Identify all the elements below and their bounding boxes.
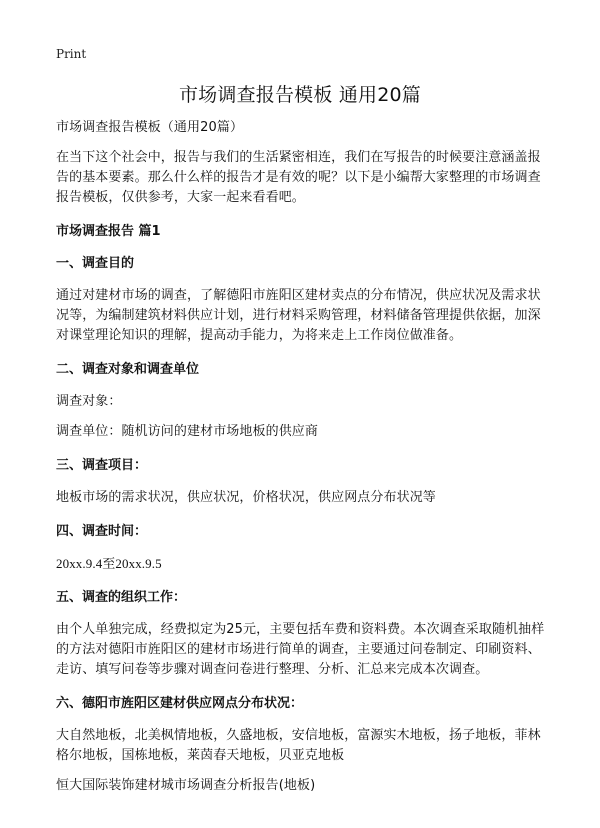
section-heading-items: 三、调查项目： — [56, 458, 148, 473]
section-text-purpose: 通过对建材市场的调查，了解德阳市旌阳区建材卖点的分布情况，供应状况及需求状况等，为编制建筑材料供应计划，进行材料采购管理，材料储备管理提供依据，加深对课堂理论知识的理解，提高动手能力，为将来走上工作岗位做准备。 — [56, 288, 541, 343]
closing-line: 恒大国际装饰建材城市场调查分析报告(地板) — [56, 778, 316, 793]
page-title: 市场调查报告模板 通用20篇 — [178, 84, 422, 106]
part-heading: 市场调查报告 篇1 — [56, 224, 161, 239]
section-heading-object: 二、调查对象和调查单位 — [56, 362, 200, 377]
section-heading-distribution: 六、德阳市旌阳区建材供应网点分布状况： — [56, 696, 304, 711]
survey-object: 调查对象： — [56, 394, 122, 409]
section-heading-purpose: 一、调查目的 — [56, 256, 135, 271]
intro-paragraph: 在当下这个社会中，报告与我们的生活紧密相连，我们在写报告的时候要注意涵盖报告的基本要素。那么什么样的报告才是有效的呢？以下是小编帮大家整理的市场调查报告模板，仅供参考，大家一起来看看吧。 — [56, 150, 541, 205]
section-text-organization: 由个人单独完成，经费拟定为25元，主要包括车费和资料费。本次调查采取随机抽样的方法对德阳市旌阳区的建材市场进行简单的调查，主要通过问卷制定、印刷资料、走访、填写问卷等步骤对调查问卷进行整理、分析、汇总来完成本次调查。 — [56, 622, 545, 677]
survey-unit: 调查单位：随机访问的建材市场地板的供应商 — [56, 424, 319, 439]
section-text-distribution: 大自然地板，北美枫情地板，久盛地板，安信地板，富源实木地板，扬子地板，菲林格尔地板，国栋地板，莱茵春天地板，贝亚克地板 — [56, 728, 541, 763]
document-body — [56, 118, 548, 806]
section-text-items: 地板市场的需求状况，供应状况，价格状况，供应网点分布状况等 — [56, 490, 436, 505]
section-text-time: 20xx.9.4至20xx.9.5 — [56, 556, 162, 571]
section-heading-organization: 五、调查的组织工作： — [56, 590, 187, 605]
subtitle: 市场调查报告模板（通用20篇） — [56, 120, 244, 135]
print-link[interactable]: Print — [56, 47, 87, 61]
section-heading-time: 四、调查时间： — [56, 524, 148, 539]
